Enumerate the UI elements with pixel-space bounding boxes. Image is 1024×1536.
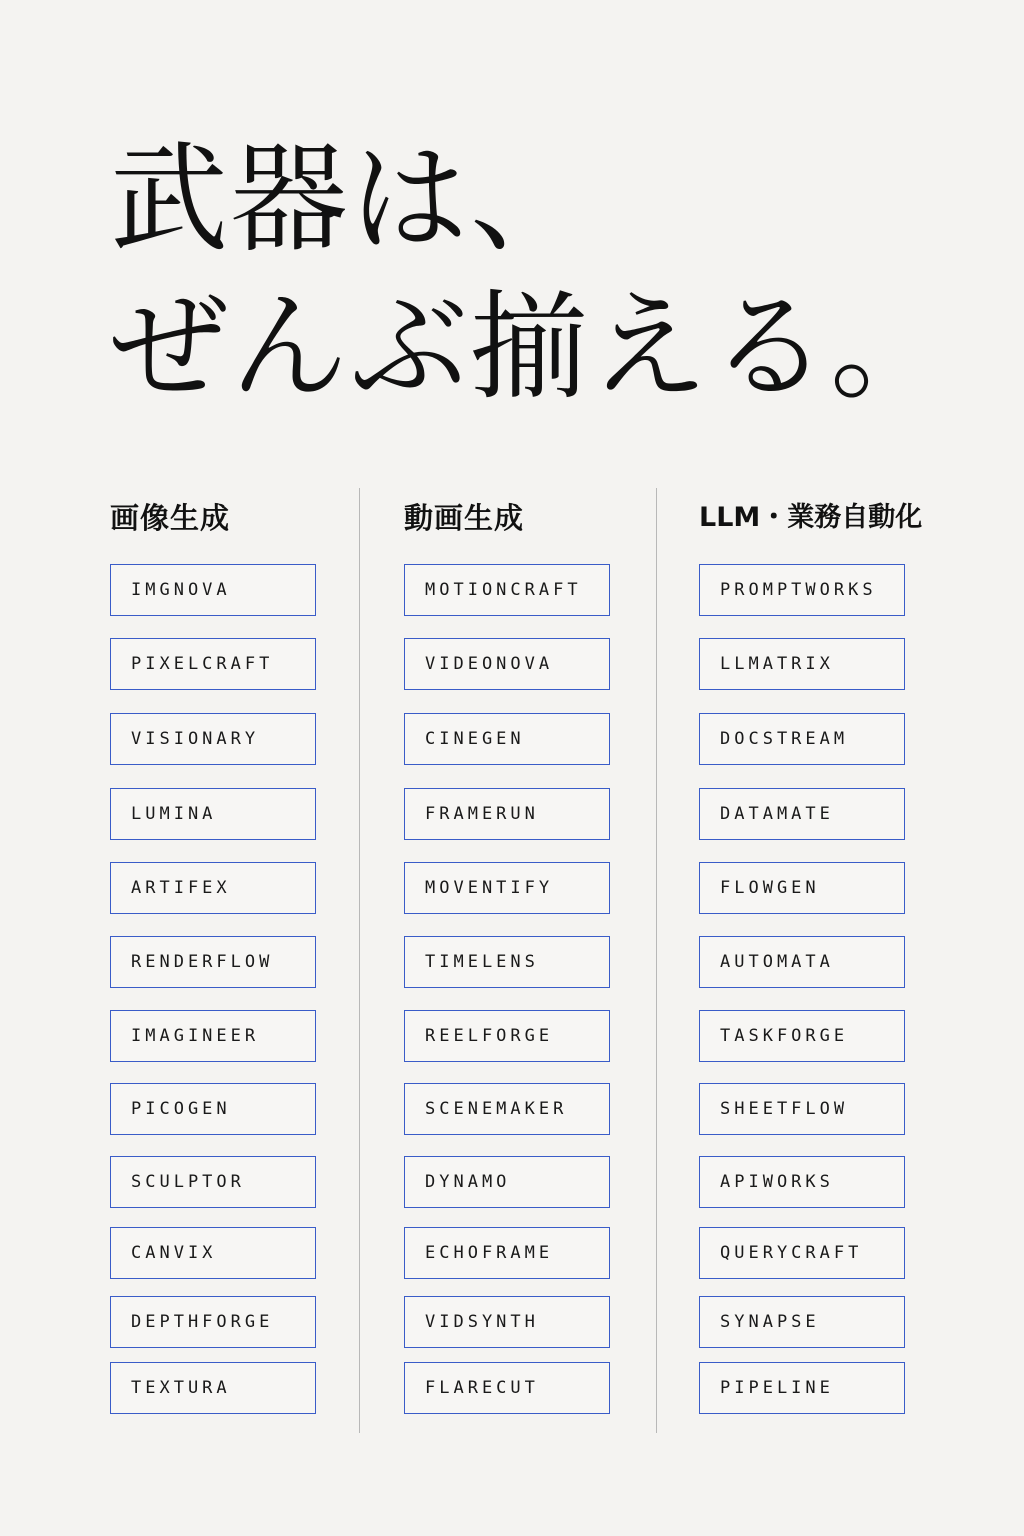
tool-item-label: SYNAPSE: [720, 1312, 820, 1332]
tool-item[interactable]: [110, 1362, 316, 1414]
tool-item[interactable]: [404, 1362, 610, 1414]
tool-item-label: DATAMATE: [720, 804, 834, 824]
tool-item[interactable]: [404, 638, 610, 690]
tool-item-label: DEPTHFORGE: [131, 1312, 274, 1332]
tool-item-label: MOVENTIFY: [425, 878, 554, 898]
tool-item-label: IMAGINEER: [131, 1026, 260, 1046]
tool-item[interactable]: [404, 788, 610, 840]
tool-item-label: QUERYCRAFT: [720, 1243, 863, 1263]
tool-item[interactable]: [699, 1362, 905, 1414]
column-title-image-generation: 画像生成: [110, 501, 231, 535]
tool-item[interactable]: [110, 1010, 316, 1062]
tool-item[interactable]: [404, 713, 610, 765]
tool-item-label: SCENEMAKER: [425, 1099, 568, 1119]
tool-item-label: LLMATRIX: [720, 654, 834, 674]
tool-item-label: CINEGEN: [425, 729, 525, 749]
tool-item[interactable]: [404, 862, 610, 914]
tool-item-label: TASKFORGE: [720, 1026, 849, 1046]
tool-item-label: AUTOMATA: [720, 952, 834, 972]
tool-item[interactable]: [699, 564, 905, 616]
tool-item[interactable]: [110, 788, 316, 840]
tool-item[interactable]: [699, 1296, 905, 1348]
tool-item-label: PIXELCRAFT: [131, 654, 274, 674]
tool-item[interactable]: [699, 1010, 905, 1062]
tool-item-label: VIDEONOVA: [425, 654, 554, 674]
tool-item-label: REELFORGE: [425, 1026, 554, 1046]
tool-item[interactable]: [699, 788, 905, 840]
tool-item-label: VIDSYNTH: [425, 1312, 539, 1332]
tool-item-label: PROMPTWORKS: [720, 580, 877, 600]
tool-item-label: PICOGEN: [131, 1099, 231, 1119]
tool-item-label: FLARECUT: [425, 1378, 539, 1398]
tool-item[interactable]: [404, 1010, 610, 1062]
column-divider-2: [656, 488, 657, 1433]
headline-line-2: ぜんぶ揃える。: [110, 278, 951, 416]
tool-item[interactable]: [110, 936, 316, 988]
tool-item[interactable]: [110, 1083, 316, 1135]
tool-item[interactable]: [699, 1156, 905, 1208]
headline-line-1: 武器は、: [110, 130, 591, 268]
tool-item[interactable]: [699, 862, 905, 914]
tool-item[interactable]: [110, 713, 316, 765]
tool-item[interactable]: [699, 1227, 905, 1279]
column-image-generation: [110, 498, 370, 1398]
tool-item[interactable]: [404, 1083, 610, 1135]
tool-item[interactable]: [110, 1227, 316, 1279]
tool-item-label: ARTIFEX: [131, 878, 231, 898]
tool-item-label: APIWORKS: [720, 1172, 834, 1192]
tool-item[interactable]: [699, 936, 905, 988]
tool-item[interactable]: [699, 713, 905, 765]
tool-item[interactable]: [110, 1156, 316, 1208]
tool-item-label: FLOWGEN: [720, 878, 820, 898]
tool-item-label: TIMELENS: [425, 952, 539, 972]
tool-item-label: IMGNOVA: [131, 580, 231, 600]
tool-item-label: FRAMERUN: [425, 804, 539, 824]
column-title-video-generation: 動画生成: [404, 501, 525, 535]
tool-item-label: VISIONARY: [131, 729, 260, 749]
column-title-llm-automation: LLM・業務自動化: [699, 502, 923, 533]
tool-item-label: SCULPTOR: [131, 1172, 245, 1192]
column-video-generation: [404, 498, 664, 1398]
tool-item[interactable]: [110, 638, 316, 690]
tool-item-label: ECHOFRAME: [425, 1243, 554, 1263]
tool-item-label: DOCSTREAM: [720, 729, 849, 749]
tool-item-label: MOTIONCRAFT: [425, 580, 582, 600]
tool-item-label: SHEETFLOW: [720, 1099, 849, 1119]
tool-item-label: DYNAMO: [425, 1172, 511, 1192]
tool-item[interactable]: [404, 564, 610, 616]
column-divider-1: [359, 488, 360, 1433]
tool-item[interactable]: [404, 1296, 610, 1348]
column-llm-automation: [699, 498, 959, 1398]
tool-item[interactable]: [110, 862, 316, 914]
tool-item-label: PIPELINE: [720, 1378, 834, 1398]
tool-item[interactable]: [699, 1083, 905, 1135]
tool-item-label: CANVIX: [131, 1243, 217, 1263]
tool-item[interactable]: [699, 638, 905, 690]
tool-item[interactable]: [404, 1156, 610, 1208]
tool-item[interactable]: [404, 936, 610, 988]
tool-item-label: RENDERFLOW: [131, 952, 274, 972]
tool-item[interactable]: [110, 1296, 316, 1348]
tool-item[interactable]: [110, 564, 316, 616]
tool-item-label: LUMINA: [131, 804, 217, 824]
tool-item-label: TEXTURA: [131, 1378, 231, 1398]
tool-item[interactable]: [404, 1227, 610, 1279]
